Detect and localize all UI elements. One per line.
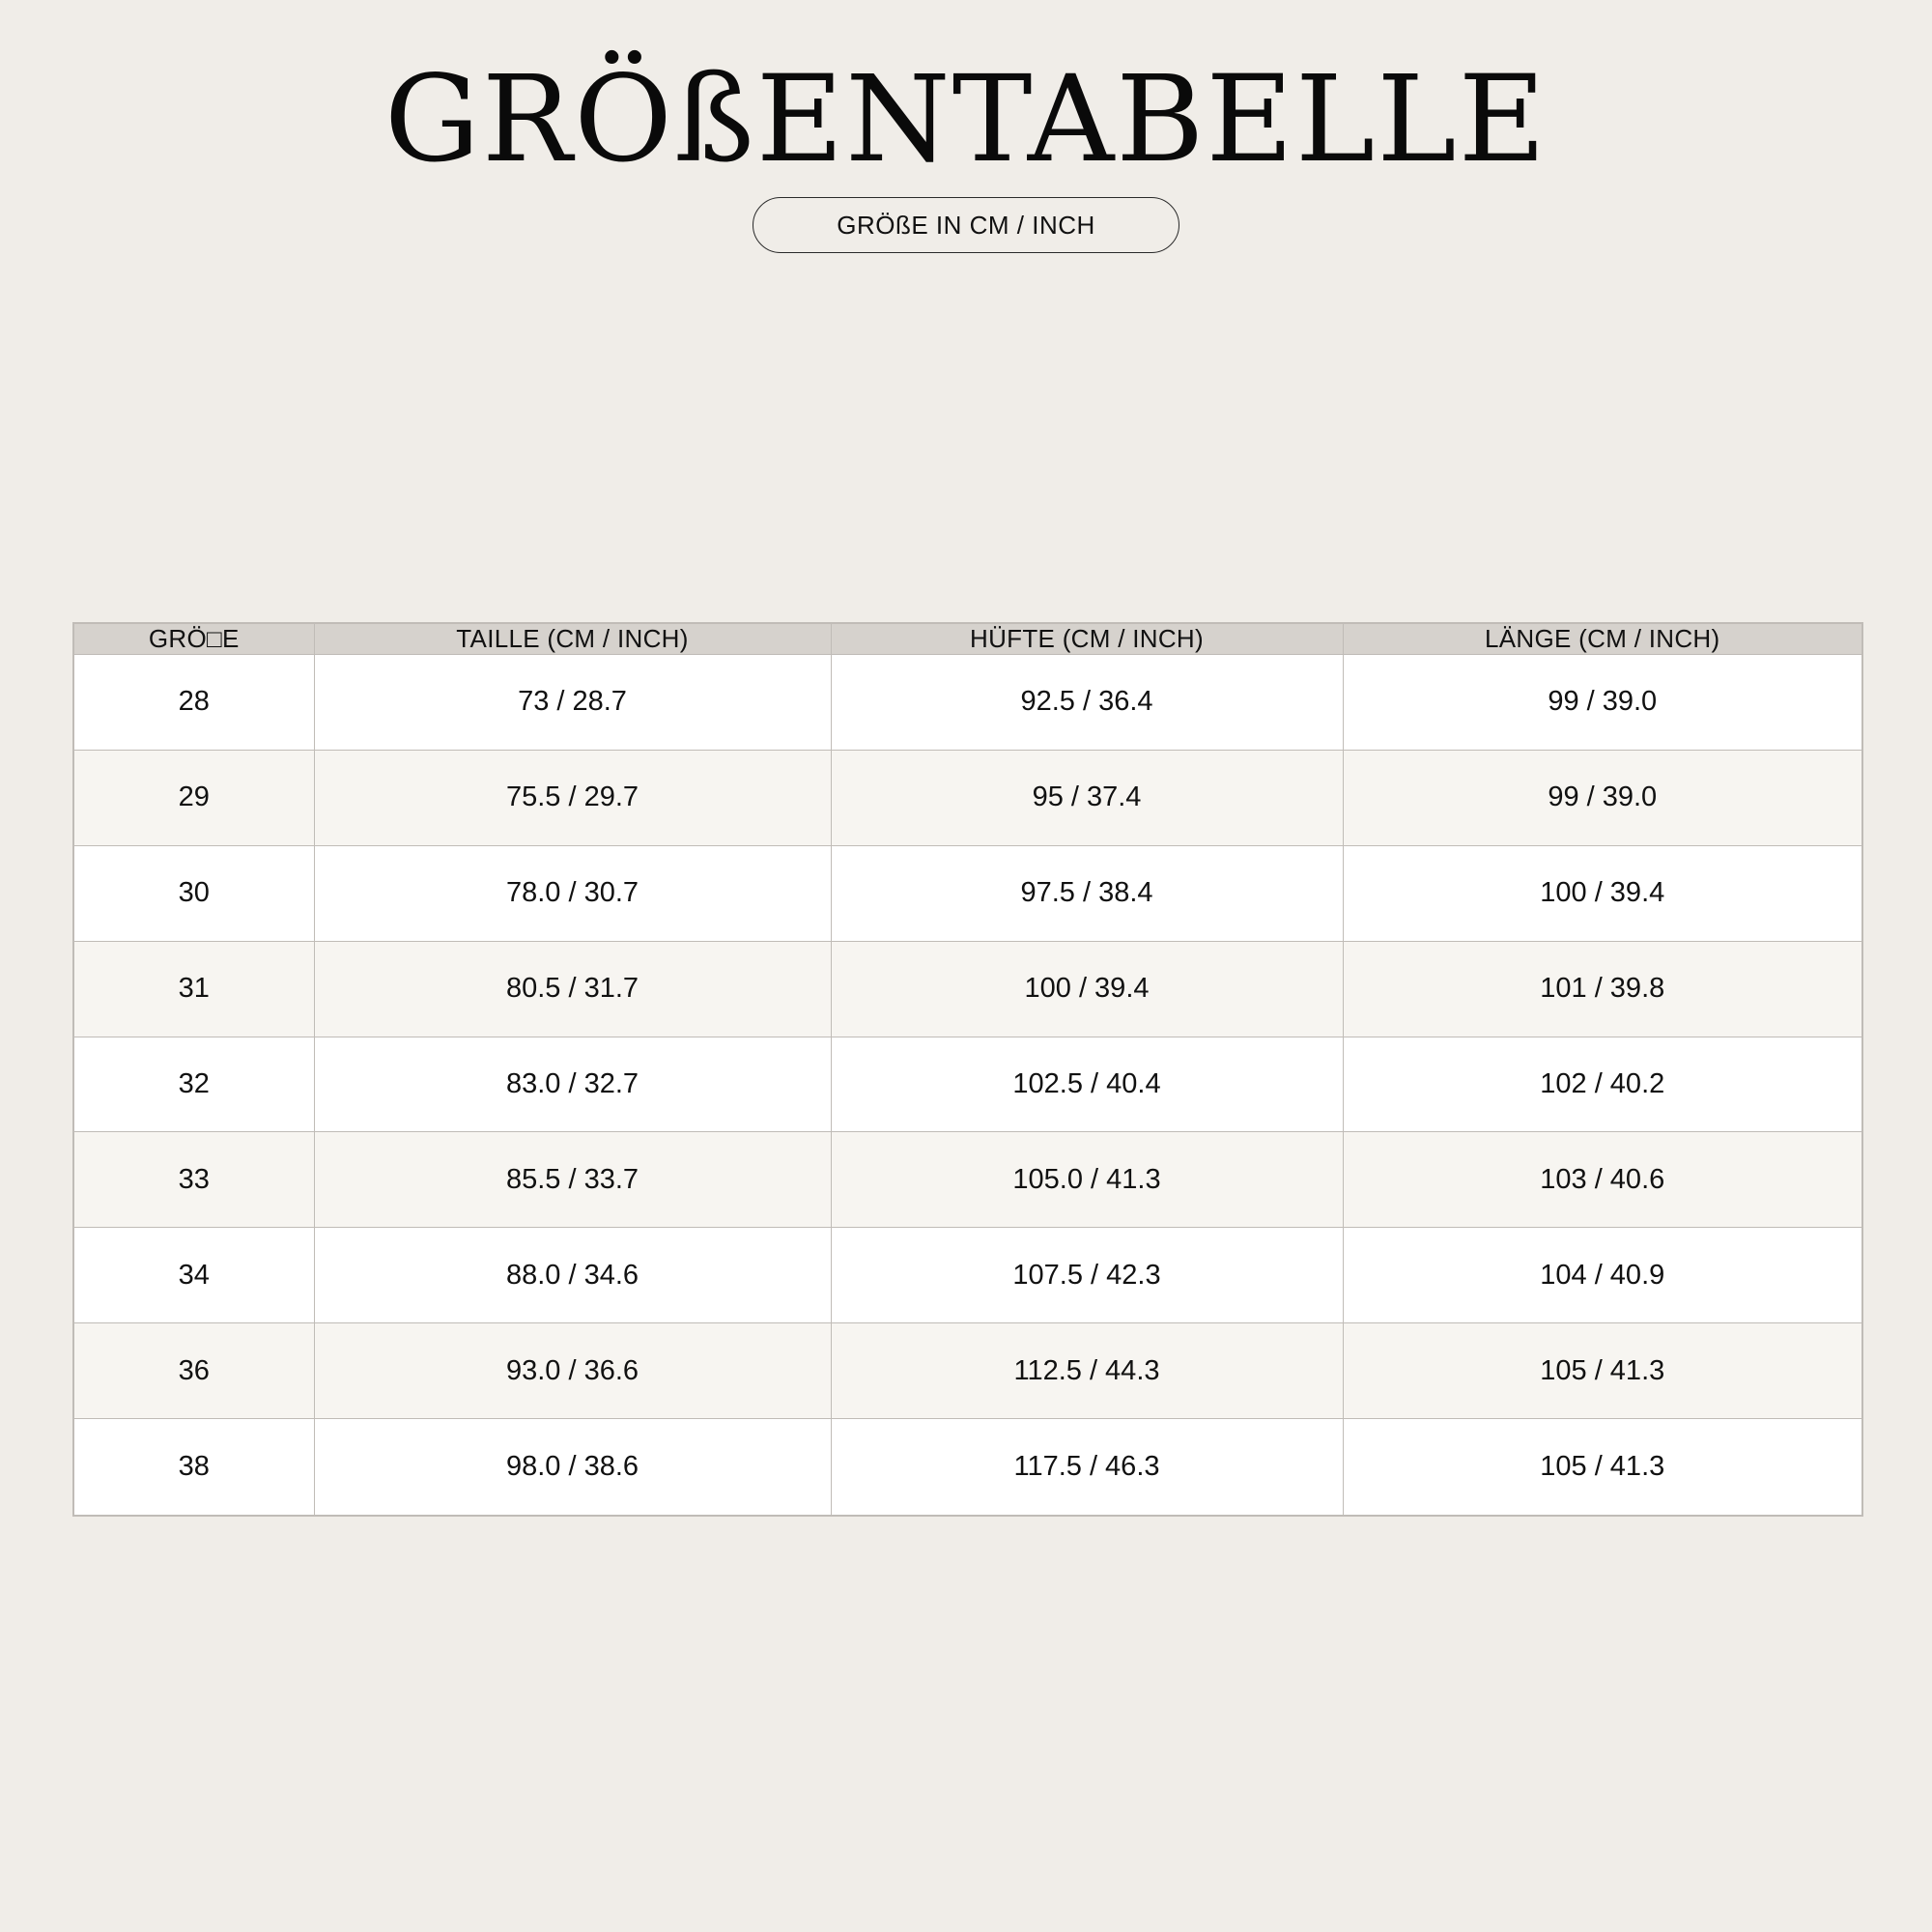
- length-cell: 102 / 40.2: [1343, 1037, 1862, 1132]
- table-row: [73, 655, 1862, 751]
- header-length: LÄNGE (CM / INCH): [1343, 623, 1862, 655]
- size-cell: 32: [73, 1037, 314, 1132]
- length-cell: 105 / 41.3: [1343, 1419, 1862, 1516]
- hip-cell: 92.5 / 36.4: [831, 655, 1343, 751]
- hip-cell: 97.5 / 38.4: [831, 845, 1343, 941]
- size-cell: 28: [73, 655, 314, 751]
- table-row: [73, 1037, 1862, 1132]
- length-cell: 100 / 39.4: [1343, 845, 1862, 941]
- waist-cell: 93.0 / 36.6: [314, 1323, 831, 1419]
- length-cell: 99 / 39.0: [1343, 750, 1862, 845]
- size-cell: 29: [73, 750, 314, 845]
- unit-label-pill: GRÖßE IN CM / INCH: [753, 197, 1179, 253]
- header-waist: TAILLE (CM / INCH): [314, 623, 831, 655]
- table-row: [73, 1323, 1862, 1419]
- table-row: [73, 845, 1862, 941]
- size-cell: 34: [73, 1228, 314, 1323]
- page-title: GRÖßENTABELLE: [384, 50, 1548, 189]
- size-cell: 38: [73, 1419, 314, 1516]
- size-cell: 30: [73, 845, 314, 941]
- waist-cell: 75.5 / 29.7: [314, 750, 831, 845]
- waist-cell: 78.0 / 30.7: [314, 845, 831, 941]
- hip-cell: 107.5 / 42.3: [831, 1228, 1343, 1323]
- waist-cell: 73 / 28.7: [314, 655, 831, 751]
- length-cell: 101 / 39.8: [1343, 941, 1862, 1037]
- size-chart-table: [72, 622, 1863, 1517]
- table-row: [73, 1228, 1862, 1323]
- table-row: [73, 1419, 1862, 1516]
- header-size: GRÖ□E: [73, 623, 314, 655]
- length-cell: 103 / 40.6: [1343, 1132, 1862, 1228]
- waist-cell: 88.0 / 34.6: [314, 1228, 831, 1323]
- waist-cell: 80.5 / 31.7: [314, 941, 831, 1037]
- header-hip: HÜFTE (CM / INCH): [831, 623, 1343, 655]
- hip-cell: 95 / 37.4: [831, 750, 1343, 845]
- hip-cell: 102.5 / 40.4: [831, 1037, 1343, 1132]
- hip-cell: 117.5 / 46.3: [831, 1419, 1343, 1516]
- size-cell: 36: [73, 1323, 314, 1419]
- length-cell: 99 / 39.0: [1343, 655, 1862, 751]
- waist-cell: 83.0 / 32.7: [314, 1037, 831, 1132]
- length-cell: 105 / 41.3: [1343, 1323, 1862, 1419]
- waist-cell: 98.0 / 38.6: [314, 1419, 831, 1516]
- table-header-row: [73, 623, 1862, 655]
- table-row: [73, 750, 1862, 845]
- hip-cell: 105.0 / 41.3: [831, 1132, 1343, 1228]
- hip-cell: 100 / 39.4: [831, 941, 1343, 1037]
- length-cell: 104 / 40.9: [1343, 1228, 1862, 1323]
- table-row: [73, 1132, 1862, 1228]
- table-row: [73, 941, 1862, 1037]
- size-cell: 33: [73, 1132, 314, 1228]
- waist-cell: 85.5 / 33.7: [314, 1132, 831, 1228]
- hip-cell: 112.5 / 44.3: [831, 1323, 1343, 1419]
- size-cell: 31: [73, 941, 314, 1037]
